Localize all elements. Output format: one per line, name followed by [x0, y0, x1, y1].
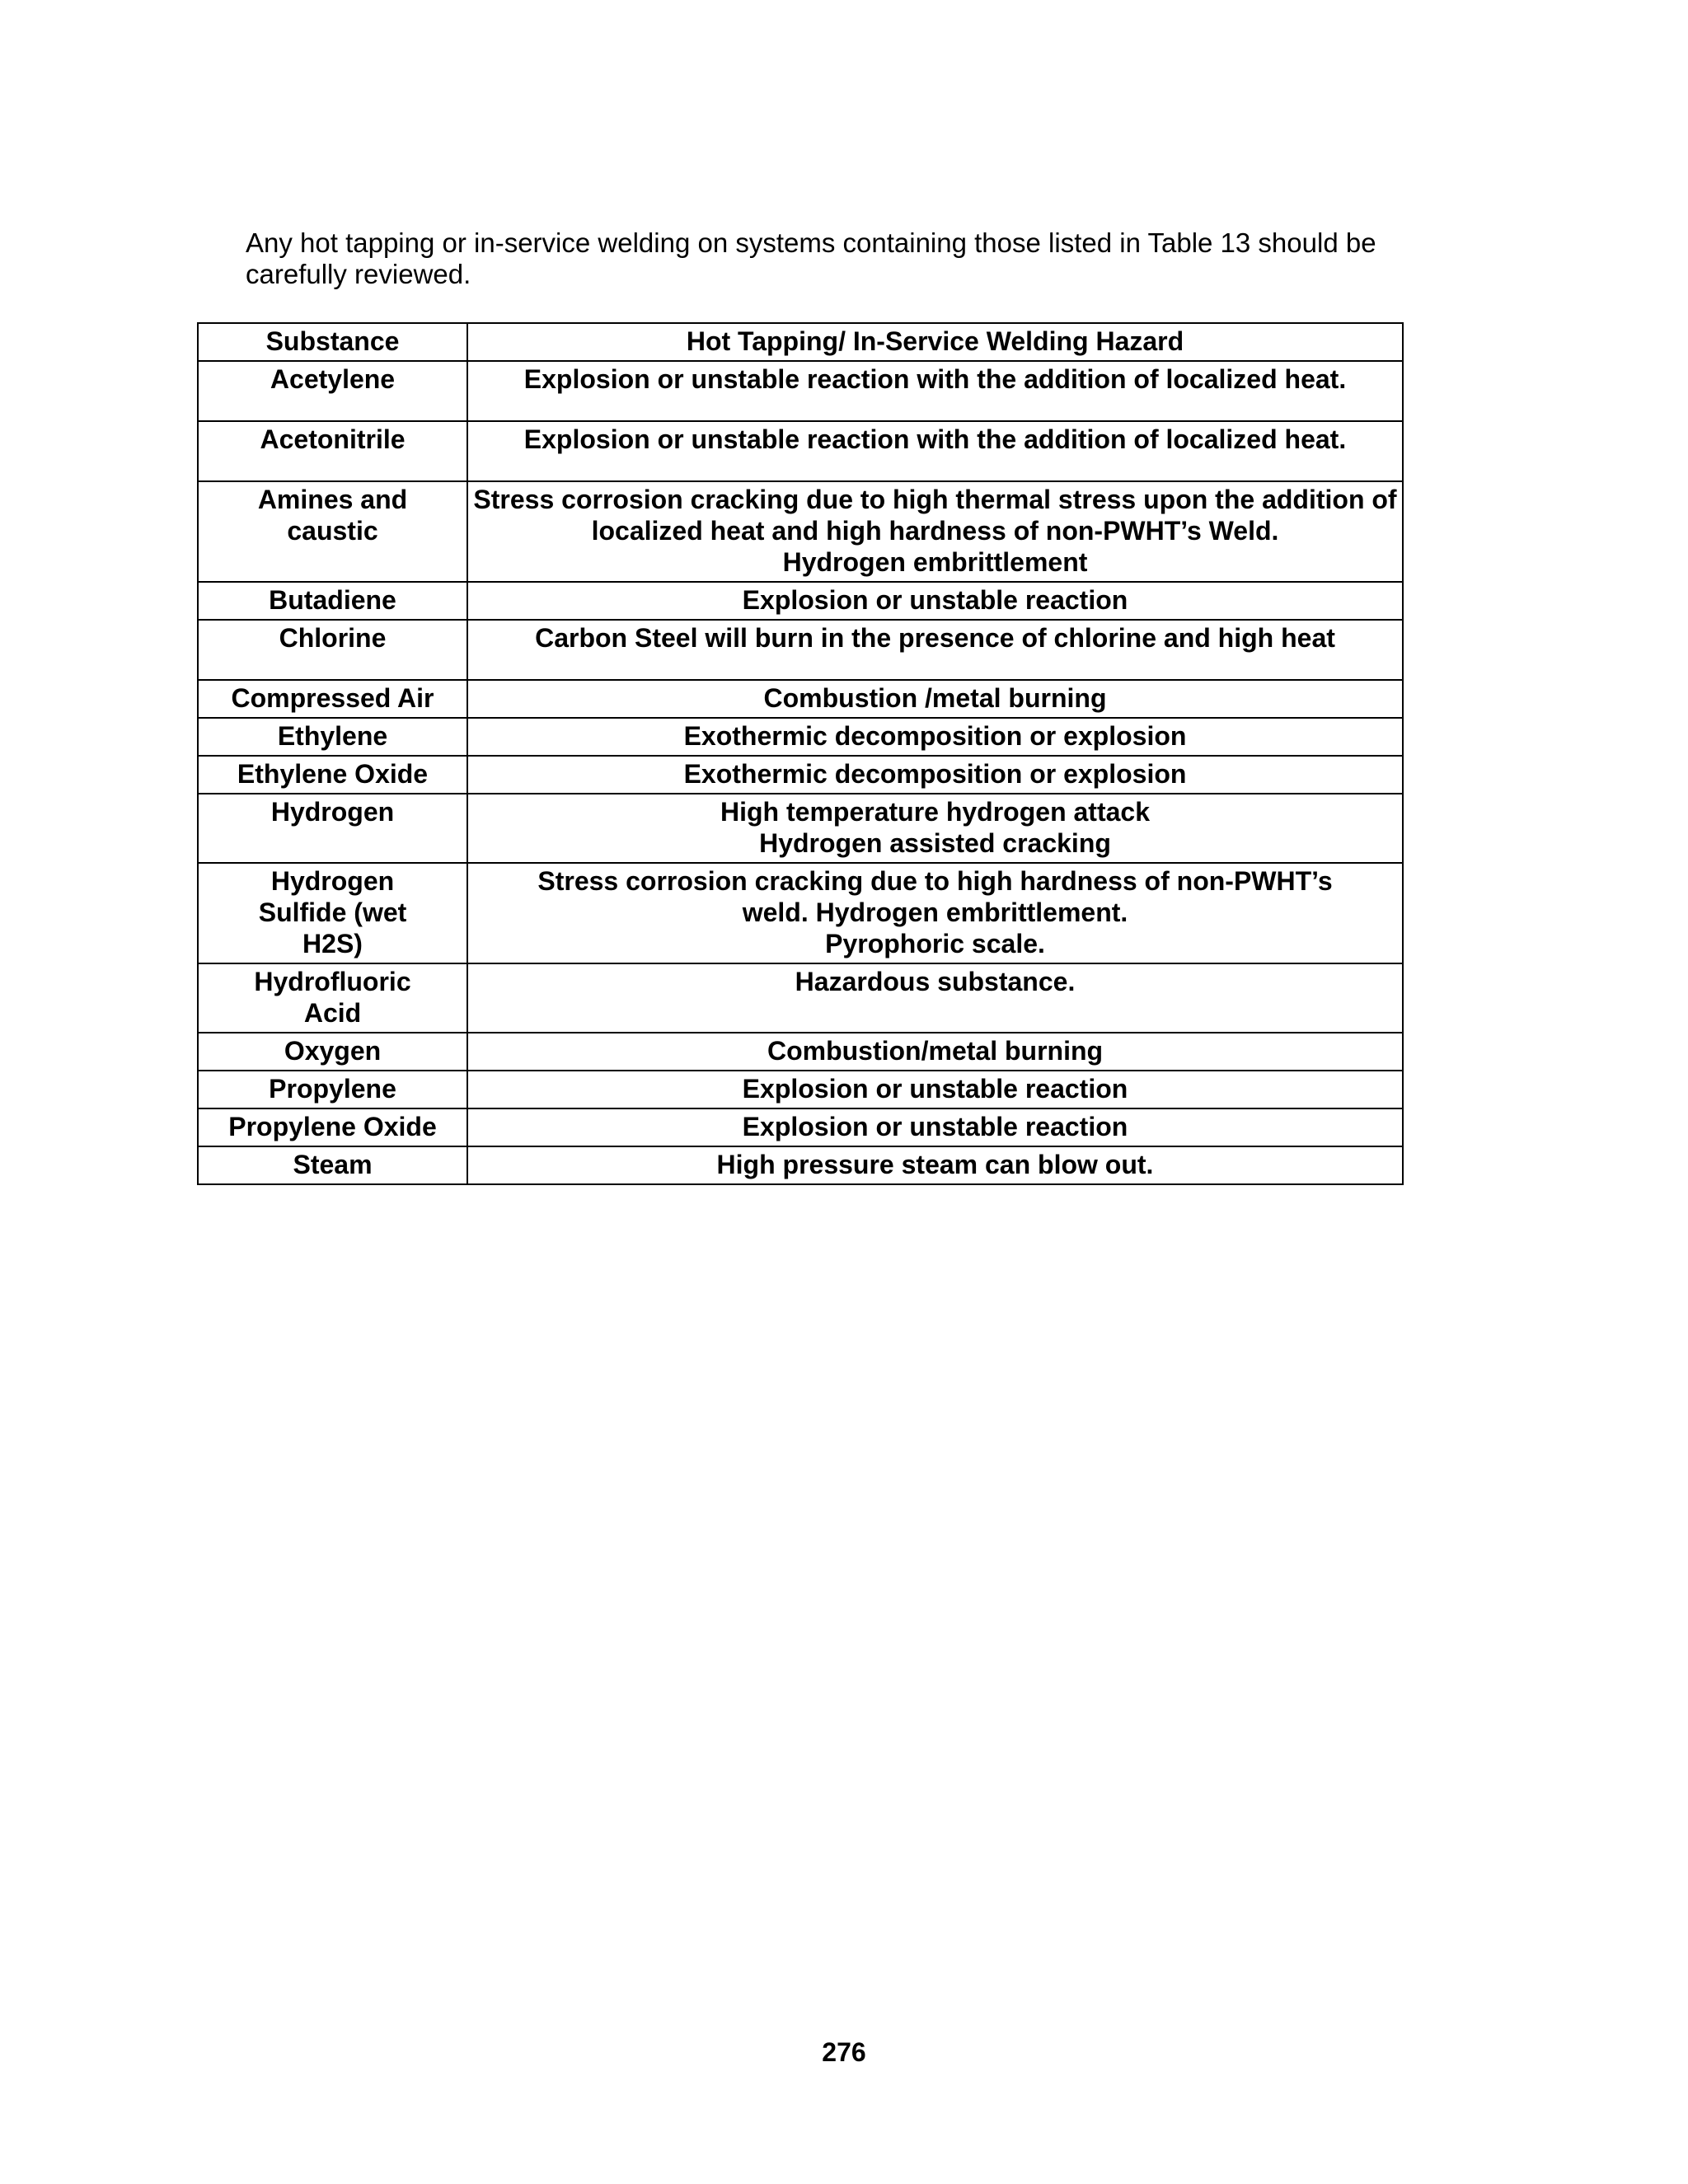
hazard-cell: Combustion /metal burning [467, 680, 1403, 718]
substance-cell: Propylene [198, 1071, 467, 1108]
column-header-substance: Substance [198, 323, 467, 361]
table-row [198, 361, 1403, 421]
substance-cell: Acetylene [198, 361, 467, 421]
table-header-row [198, 323, 1403, 361]
substance-cell: Steam [198, 1146, 467, 1184]
table-row [198, 794, 1403, 863]
hazard-cell: Stress corrosion cracking due to high hardness of non-PWHT’s weld. Hydrogen embrittlement. Pyrophoric scale. [467, 863, 1403, 963]
substance-cell: Compressed Air [198, 680, 467, 718]
table-row [198, 863, 1403, 963]
substance-cell: Hydrogen [198, 794, 467, 863]
substance-cell: Hydrofluoric Acid [198, 963, 467, 1033]
substance-cell: Chlorine [198, 620, 467, 680]
table-row [198, 1108, 1403, 1146]
intro-paragraph: Any hot tapping or in-service welding on systems containing those listed in Table 13 should be carefully reviewed. [246, 227, 1376, 289]
hazard-cell: High temperature hydrogen attack Hydrogen assisted cracking [467, 794, 1403, 863]
substance-cell: Amines and caustic [198, 481, 467, 582]
hazard-cell: Exothermic decomposition or explosion [467, 756, 1403, 794]
hazard-cell: Explosion or unstable reaction [467, 1108, 1403, 1146]
table-row [198, 620, 1403, 680]
hazard-cell: Exothermic decomposition or explosion [467, 718, 1403, 756]
table-row [198, 963, 1403, 1033]
hazard-cell: Explosion or unstable reaction with the addition of localized heat. [467, 361, 1403, 421]
table-row [198, 1033, 1403, 1071]
substance-cell: Ethylene [198, 718, 467, 756]
table-row [198, 756, 1403, 794]
table-row [198, 481, 1403, 582]
table-row [198, 1146, 1403, 1184]
hazard-cell: Stress corrosion cracking due to high thermal stress upon the addition of localized heat and high hardness of non-PWHT’s Weld. Hydrogen embrittlement [467, 481, 1403, 582]
hazard-cell: Combustion/metal burning [467, 1033, 1403, 1071]
column-header-hazard: Hot Tapping/ In-Service Welding Hazard [467, 323, 1403, 361]
table-row [198, 1071, 1403, 1108]
hazard-cell: Explosion or unstable reaction [467, 1071, 1403, 1108]
hazard-table [197, 322, 1404, 1185]
table-row [198, 421, 1403, 481]
page-number: 276 [822, 2037, 866, 2067]
hazard-cell: High pressure steam can blow out. [467, 1146, 1403, 1184]
substance-cell: Hydrogen Sulfide (wet H2S) [198, 863, 467, 963]
table-row [198, 582, 1403, 620]
substance-cell: Ethylene Oxide [198, 756, 467, 794]
table-row [198, 680, 1403, 718]
table-row [198, 718, 1403, 756]
substance-cell: Oxygen [198, 1033, 467, 1071]
hazard-cell: Explosion or unstable reaction [467, 582, 1403, 620]
hazard-cell: Hazardous substance. [467, 963, 1403, 1033]
hazard-cell: Carbon Steel will burn in the presence of chlorine and high heat [467, 620, 1403, 680]
substance-cell: Propylene Oxide [198, 1108, 467, 1146]
substance-cell: Butadiene [198, 582, 467, 620]
hazard-cell: Explosion or unstable reaction with the addition of localized heat. [467, 421, 1403, 481]
substance-cell: Acetonitrile [198, 421, 467, 481]
